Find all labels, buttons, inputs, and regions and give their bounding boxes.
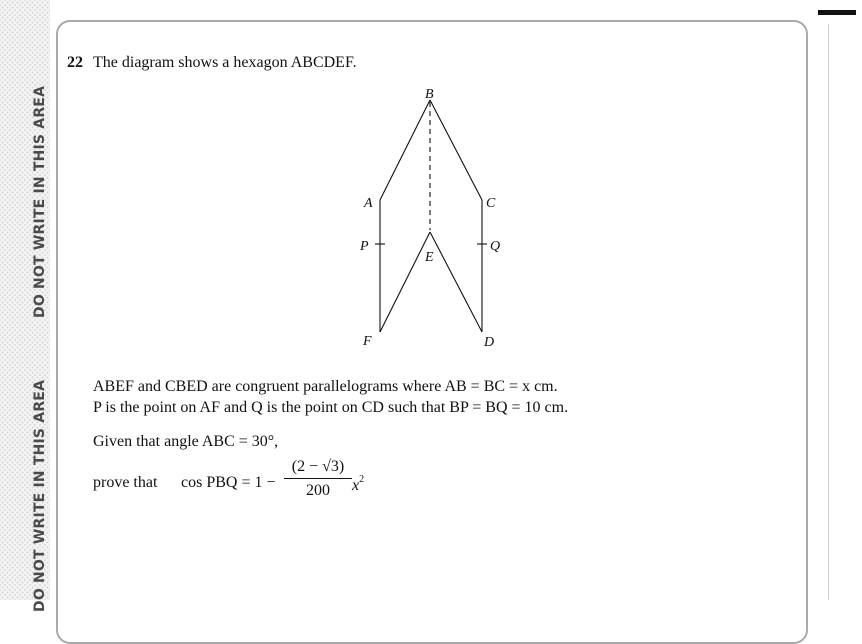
formula-fraction	[284, 458, 352, 500]
margin-warning-label-bottom: DO NOT WRITE IN THIS AREA	[32, 379, 48, 612]
margin-strip	[0, 0, 50, 612]
margin-warning-label-top: DO NOT WRITE IN THIS AREA	[32, 85, 48, 318]
edge-FE	[380, 232, 430, 332]
question-heading	[67, 54, 357, 72]
label-F: F	[363, 334, 372, 349]
edge-AB	[380, 100, 430, 200]
edge-BC	[430, 100, 482, 200]
statement-parallelograms: ABEF and CBED are congruent parallelograms where AB = BC = x cm.	[93, 378, 558, 395]
formula-variable: x	[352, 477, 360, 494]
right-margin-rule	[828, 24, 829, 600]
formula-lhs: cos PBQ = 1 −	[181, 474, 276, 491]
label-Q: Q	[490, 239, 501, 254]
formula-numerator: (2 − √3)	[284, 458, 352, 479]
label-E: E	[425, 250, 434, 265]
label-C: C	[486, 196, 496, 211]
label-A: A	[364, 196, 373, 211]
statement-points: P is the point on AF and Q is the point on CD such that BP = BQ = 10 cm.	[93, 399, 569, 416]
prove-label: prove that	[93, 474, 158, 491]
label-D: D	[484, 335, 495, 350]
statement-angle: Given that angle ABC = 30°,	[93, 433, 279, 450]
label-P: P	[360, 239, 369, 254]
formula-exponent: 2	[359, 474, 365, 485]
hexagon-diagram	[352, 82, 512, 352]
label-B: B	[425, 87, 434, 102]
page-marker-bar	[818, 10, 856, 15]
question-number: 22	[67, 54, 83, 71]
edge-ED	[430, 232, 482, 332]
formula-x-squared	[352, 474, 364, 495]
question-intro: The diagram shows a hexagon ABCDEF.	[93, 54, 357, 71]
formula-denominator: 200	[306, 482, 330, 499]
